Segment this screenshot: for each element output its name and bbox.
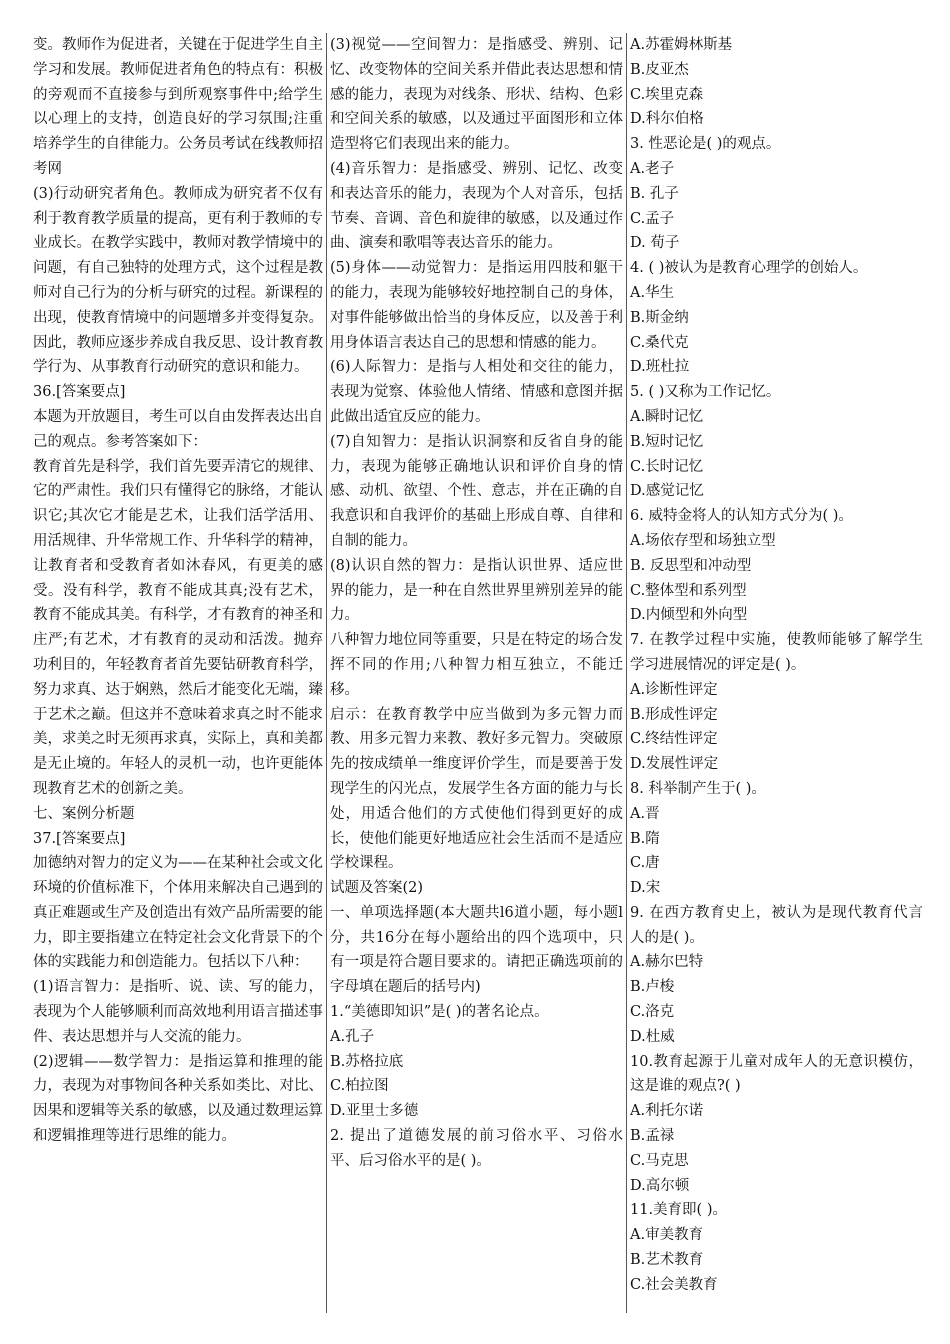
paragraph: (2)逻辑——数学智力：是指运算和推理的能力，表现为对事物间各种关系如类比、对比、因果和逻辑等关系的敏感，以及通过数理运算和逻辑推理等进行思维的能力。 (33, 1053, 323, 1145)
paragraph: (8)认识自然的智力：是指认识世界、适应世界的能力，是一种在自然世界里辨别差异的能力。 (330, 557, 623, 624)
paragraph: D.感觉记忆 (630, 483, 704, 500)
paragraph: 一、单项选择题(本大题共l6道小题，每小题l分，共16分在每小题给出的四个选项中，只有一项是符合题目要求的。请把正确选项前的字母填在题后的括号内) (330, 904, 623, 996)
paragraph: B.形成性评定 (630, 706, 718, 723)
paragraph: C.洛克 (630, 1004, 675, 1021)
paragraph: 7. 在教学过程中实施，使教师能够了解学生学习进展情况的评定是( )。 (630, 632, 923, 673)
paragraph: A.利托尔诺 (630, 1103, 704, 1120)
paragraph: D.科尔伯格 (630, 111, 704, 128)
paragraph: (7)自知智力：是指认识洞察和反省自身的能力，表现为能够正确地认识和评价自身的情感、动机、欲望、个性、意志，并在正确的自我意识和自我评价的基础上形成自尊、自律和自制的能力。 (330, 433, 623, 549)
paragraph: B.艺术教育 (630, 1252, 704, 1269)
paragraph: C.马克思 (630, 1152, 689, 1169)
paragraph: A.场依存型和场独立型 (630, 532, 776, 549)
paragraph: A.苏霍姆林斯基 (630, 37, 733, 53)
paragraph: A.诊断性评定 (630, 681, 718, 698)
paragraph: A.审美教育 (630, 1227, 704, 1244)
paragraph: B.皮亚杰 (630, 61, 689, 78)
paragraph: C.埃里克森 (630, 86, 704, 103)
paragraph: C.终结性评定 (630, 731, 718, 748)
paragraph: B.短时记忆 (630, 433, 704, 450)
paragraph: 试题及答案(2) (330, 880, 424, 897)
paragraph: D.发展性评定 (630, 756, 719, 773)
paragraph: 七、案例分析题 (33, 805, 135, 822)
paragraph: 因此，教师应逐步养成自我反思、设计教育教学行为、从事教育行动研究的意识和能力。 (33, 334, 323, 376)
paragraph: B. 反思型和冲动型 (630, 557, 752, 574)
paragraph: B.孟禄 (630, 1128, 675, 1145)
paragraph: A.瞬时记忆 (630, 408, 704, 425)
paragraph: C.整体型和系列型 (630, 582, 747, 599)
paragraph: B. 孔子 (630, 185, 679, 202)
paragraph: (1)语言智力：是指听、说、读、写的能力，表现为个人能够顺利而高效地利用语言描述事件、表达思想并与人交流的能力。 (33, 979, 323, 1045)
paragraph: C.社会美教育 (630, 1276, 718, 1293)
paragraph: D.高尔顿 (630, 1177, 690, 1194)
paragraph: (3)视觉——空间智力：是指感受、辨别、记忆、改变物体的空间关系并借此表达思想和情感的能力，表现为对线条、形状、结构、色彩和空间关系的敏感，以及通过平面图形和立体造型将它们表现出来的能力。 (330, 37, 623, 153)
document-page (33, 33, 923, 1313)
paragraph: D.内倾型和外向型 (630, 607, 748, 624)
paragraph: 5. ( )又称为工作记忆。 (630, 384, 781, 401)
text-column-2 (330, 33, 623, 1313)
paragraph: 本题为开放题目，考生可以自由发挥表达出自己的观点。参考答案如下： (33, 408, 323, 450)
paragraph: C.桑代克 (630, 334, 689, 351)
paragraph: B.斯金纳 (630, 309, 689, 326)
paragraph: 36.[答案要点] (33, 384, 126, 401)
paragraph: 10.教育起源于儿童对成年人的无意识模仿，这是谁的观点?( ) (630, 1053, 923, 1095)
paragraph: B.苏格拉底 (330, 1053, 404, 1070)
paragraph: (5)身体——动觉智力：是指运用四肢和躯干的能力，表现为能够较好地控制自己的身体，对事件能够做出恰当的身体反应，以及善于利用身体语言表达自己的思想和情感的能力。 (330, 260, 623, 351)
paragraph: 教育首先是科学，我们首先要弄清它的规律、它的严肃性。我们只有懂得它的脉络，才能认识它;其次它才能是艺术，让我们活学活用、用活规律、升华常规工作、升华科学的精神，让教育者和受教育者如沐春风，有更美的感受。没有科学，教育不能成其真;没有艺术，教育不能成其美。有科学，才有教育的神圣和庄严;有艺术，才有教育的灵动和活泼。抛弃功利目的，年轻教育者首先要钻研教育科学，努力求真、达于娴熟，然后才能变化无端，臻于艺术之巅。但这并不意味着求真之时不能求美，求美之时无须再求真，实际上，真和美都是无止境的。年轻人的灵机一动，也许更能体现教育艺术的创新之美。 (33, 458, 323, 797)
paragraph: (6)人际智力：是指与人相处和交往的能力，表现为觉察、体验他人情绪、情感和意图并据此做出适宜反应的能力。 (330, 359, 623, 425)
column-divider-1 (326, 33, 327, 1313)
paragraph: 八种智力地位同等重要，只是在特定的场合发挥不同的作用;八种智力相互独立，不能迁移。 (330, 632, 623, 698)
text-column-3 (630, 33, 923, 1313)
paragraph: 37.[答案要点] (33, 830, 126, 847)
paragraph: 11.美育即( )。 (630, 1202, 727, 1219)
paragraph: A.老子 (630, 160, 675, 177)
paragraph: B.隋 (630, 830, 660, 847)
paragraph: A.华生 (630, 284, 675, 301)
paragraph: (3)行动研究者角色。教师成为研究者不仅有利于教育教学质量的提高，更有利于教师的专业成长。在教学实践中，教师对教学情境中的问题，有自己独特的处理方式，这个过程是教师对自己行为的分析与研究的过程。新课程的出现，使教育情境中的问题增多并变得复杂。 (33, 185, 323, 326)
paragraph: 8. 科举制产生于( )。 (630, 780, 766, 797)
paragraph: C.柏拉图 (330, 1078, 389, 1095)
paragraph: 1.“美德即知识”是( )的著名论点。 (330, 1004, 549, 1021)
paragraph: 2. 提出了道德发展的前习俗水平、习俗水平、后习俗水平的是( )。 (330, 1128, 623, 1169)
paragraph: D.杜威 (630, 1028, 675, 1045)
column-divider-2 (626, 33, 627, 1313)
paragraph: 启示：在教育教学中应当做到为多元智力而教、用多元智力来教、教好多元智力。突破原先的按成绩单一维度评价学生，而是要善于发现学生的闪光点，发展学生各方面的能力与长处，用适合他们的方式使他们得到更好的成长，使他们能更好地适应社会生活而不是适应学校课程。 (330, 706, 623, 872)
text-column-1 (33, 33, 323, 1313)
paragraph: B.卢梭 (630, 979, 675, 996)
paragraph: A.晋 (630, 805, 660, 822)
paragraph: D. 荀子 (630, 235, 680, 252)
paragraph: C.唐 (630, 855, 660, 872)
paragraph: C.长时记忆 (630, 458, 704, 475)
paragraph: 9. 在西方教育史上，被认为是现代教育代言人的是( )。 (630, 904, 923, 946)
paragraph: (4)音乐智力：是指感受、辨别、记忆、改变和表达音乐的能力，表现为个人对音乐，包括节奏、音调、音色和旋律的敏感，以及通过作曲、演奏和歌唱等表达音乐的能力。 (330, 160, 623, 252)
paragraph: D.宋 (630, 880, 661, 897)
paragraph: D.亚里士多德 (330, 1103, 419, 1120)
paragraph: 3. 性恶论是( )的观点。 (630, 136, 781, 153)
paragraph: 加德纳对智力的定义为——在某种社会或文化环境的价值标准下，个体用来解决自己遇到的真正难题或生产及创造出有效产品所需要的能力，即主要指建立在特定社会文化背景下的个体的实践能力和创造能力。包括以下八种： (33, 855, 323, 971)
paragraph: A.孔子 (330, 1028, 375, 1045)
paragraph: 6. 威特金将人的认知方式分为( )。 (630, 508, 853, 525)
paragraph: A.赫尔巴特 (630, 954, 704, 971)
paragraph: 4. ( )被认为是教育心理学的创始人。 (630, 260, 868, 277)
paragraph: C.孟子 (630, 210, 675, 227)
paragraph: 变。教师作为促进者，关键在于促进学生自主学习和发展。教师促进者角色的特点有：积极的旁观而不直接参与到所观察事件中;给学生以心理上的支持，创造良好的学习氛围;注重培养学生的自律能力。公务员考试在线教师招考网 (33, 37, 323, 177)
paragraph: D.班杜拉 (630, 359, 690, 376)
